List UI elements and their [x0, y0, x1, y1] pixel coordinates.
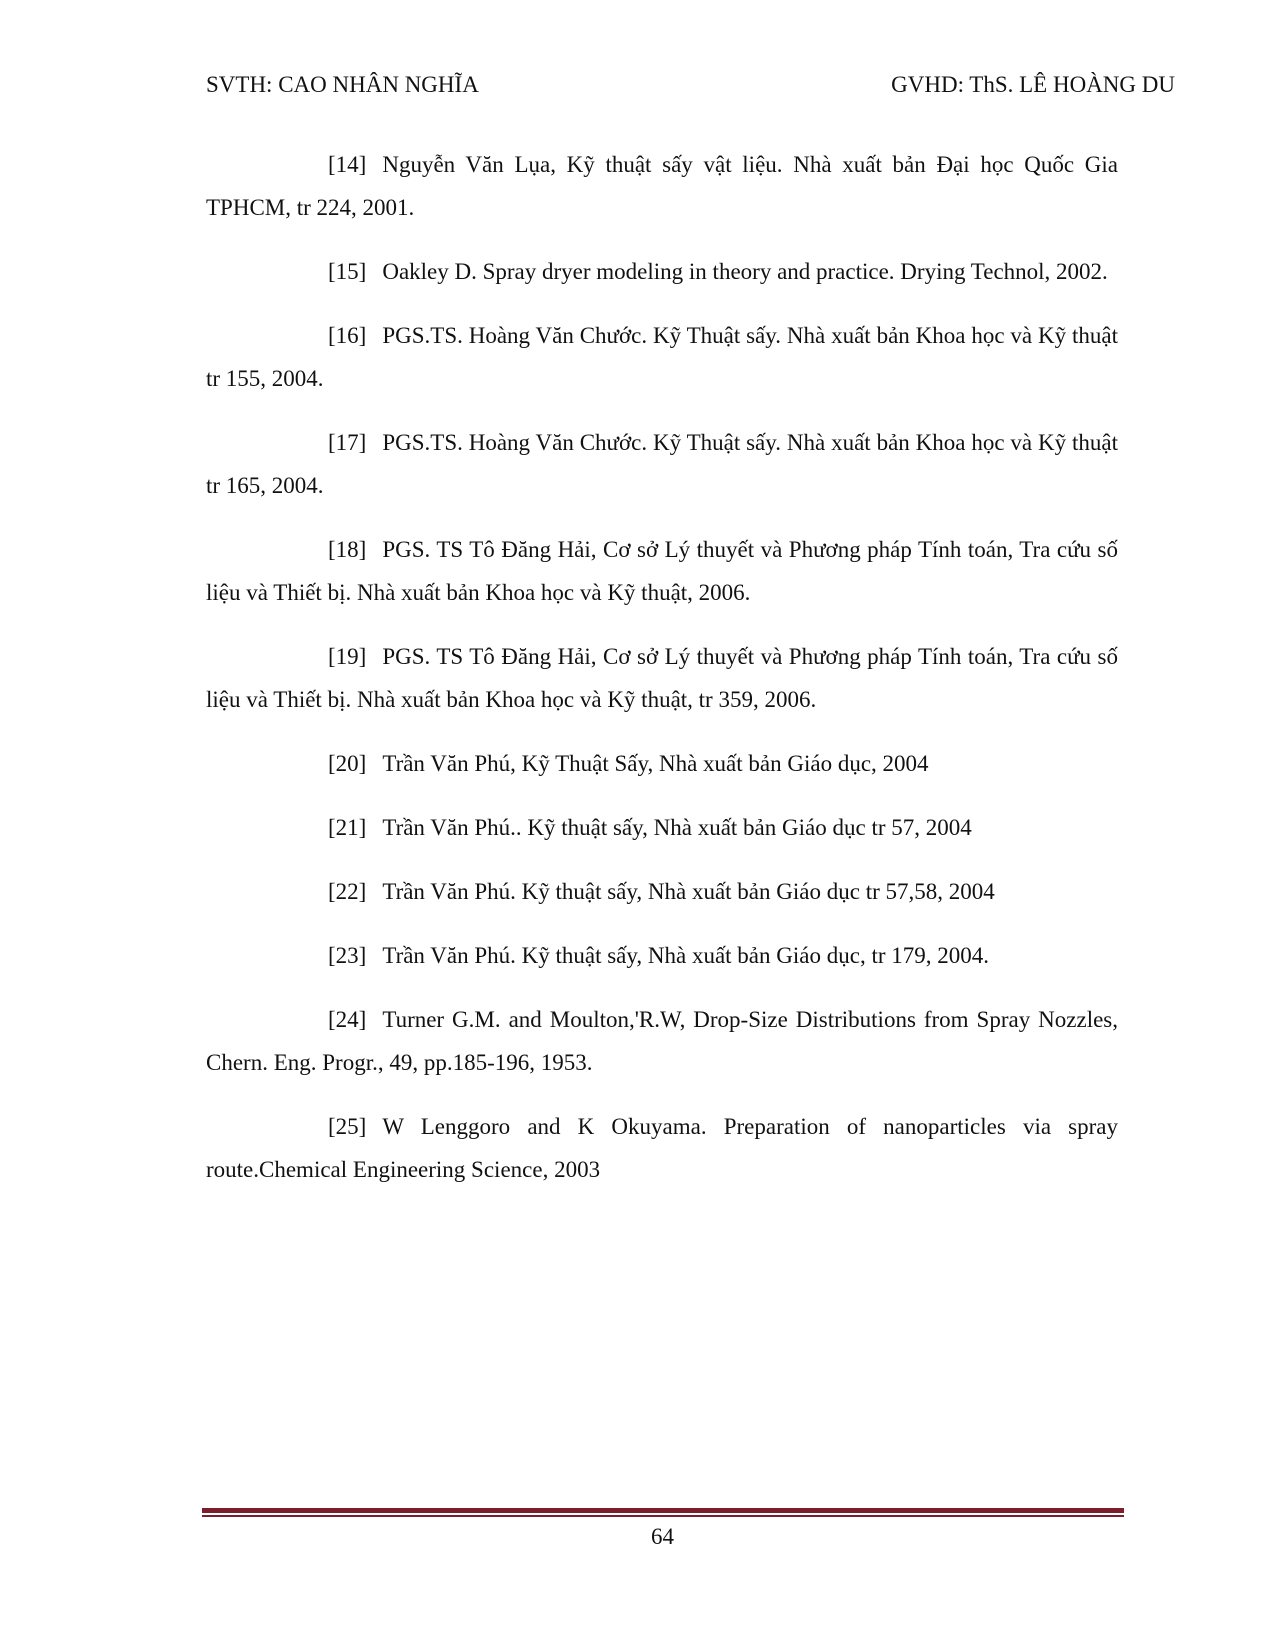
reference-text: PGS.TS. Hoàng Văn Chước. Kỹ Thuật sấy. Nhà xuất bản Khoa học và Kỹ thuật tr 165, 2004. — [206, 430, 1118, 498]
reference-item — [206, 1105, 1118, 1191]
reference-number: [18] — [328, 537, 367, 562]
reference-item — [206, 250, 1118, 293]
reference-list — [206, 143, 1118, 1212]
reference-item — [206, 998, 1118, 1084]
reference-number: [25] — [328, 1114, 367, 1139]
reference-item — [206, 934, 1118, 977]
reference-text: Trần Văn Phú. Kỹ thuật sấy, Nhà xuất bản Giáo dục, tr 179, 2004. — [382, 943, 989, 968]
reference-number: [23] — [328, 943, 367, 968]
reference-number: [16] — [328, 323, 367, 348]
reference-number: [17] — [328, 430, 367, 455]
reference-number: [20] — [328, 751, 367, 776]
reference-item — [206, 528, 1118, 614]
reference-item — [206, 870, 1118, 913]
student-name: SVTH: CAO NHÂN NGHĨA — [206, 72, 479, 97]
reference-number: [24] — [328, 1007, 367, 1032]
reference-item — [206, 421, 1118, 507]
reference-item — [206, 742, 1118, 785]
reference-item — [206, 143, 1118, 229]
reference-text: Turner G.M. and Moulton,'R.W, Drop-Size Distributions from Spray Nozzles, Chern. Eng. Progr., 49, pp.185-196, 1953. — [206, 1007, 1118, 1075]
reference-number: [19] — [328, 644, 367, 669]
reference-text: PGS. TS Tô Đăng Hải, Cơ sở Lý thuyết và Phương pháp Tính toán, Tra cứu số liệu và Thiết bị. Nhà xuất bản Khoa học và Kỹ thuật, tr 359, 2006. — [206, 644, 1118, 712]
page-header — [206, 72, 1175, 112]
footer-divider — [202, 1508, 1124, 1517]
reference-item — [206, 635, 1118, 721]
footer-divider-thick — [202, 1508, 1124, 1513]
reference-text: Trần Văn Phú. Kỹ thuật sấy, Nhà xuất bản Giáo dục tr 57,58, 2004 — [382, 879, 995, 904]
advisor-name: GVHD: ThS. LÊ HOÀNG DU — [891, 72, 1175, 97]
reference-number: [14] — [328, 152, 367, 177]
reference-text: Trần Văn Phú, Kỹ Thuật Sấy, Nhà xuất bản Giáo dục, 2004 — [382, 751, 929, 776]
reference-text: PGS. TS Tô Đăng Hải, Cơ sở Lý thuyết và Phương pháp Tính toán, Tra cứu số liệu và Thiết bị. Nhà xuất bản Khoa học và Kỹ thuật, 2006. — [206, 537, 1118, 605]
reference-number: [22] — [328, 879, 367, 904]
reference-number: [15] — [328, 259, 367, 284]
reference-text: Nguyễn Văn Lụa, Kỹ thuật sấy vật liệu. Nhà xuất bản Đại học Quốc Gia TPHCM, tr 224, 2001. — [206, 152, 1118, 220]
reference-text: PGS.TS. Hoàng Văn Chước. Kỹ Thuật sấy. Nhà xuất bản Khoa học và Kỹ thuật tr 155, 2004. — [206, 323, 1118, 391]
page-number: 64 — [651, 1524, 674, 1549]
reference-number: [21] — [328, 815, 367, 840]
footer-divider-thin — [202, 1515, 1124, 1517]
reference-item — [206, 314, 1118, 400]
reference-text: Oakley D. Spray dryer modeling in theory and practice. Drying Technol, 2002. — [382, 259, 1108, 284]
reference-text: W Lenggoro and K Okuyama. Preparation of nanoparticles via spray route.Chemical Engineering Science, 2003 — [206, 1114, 1118, 1182]
reference-text: Trần Văn Phú.. Kỹ thuật sấy, Nhà xuất bản Giáo dục tr 57, 2004 — [382, 815, 972, 840]
reference-item — [206, 806, 1118, 849]
